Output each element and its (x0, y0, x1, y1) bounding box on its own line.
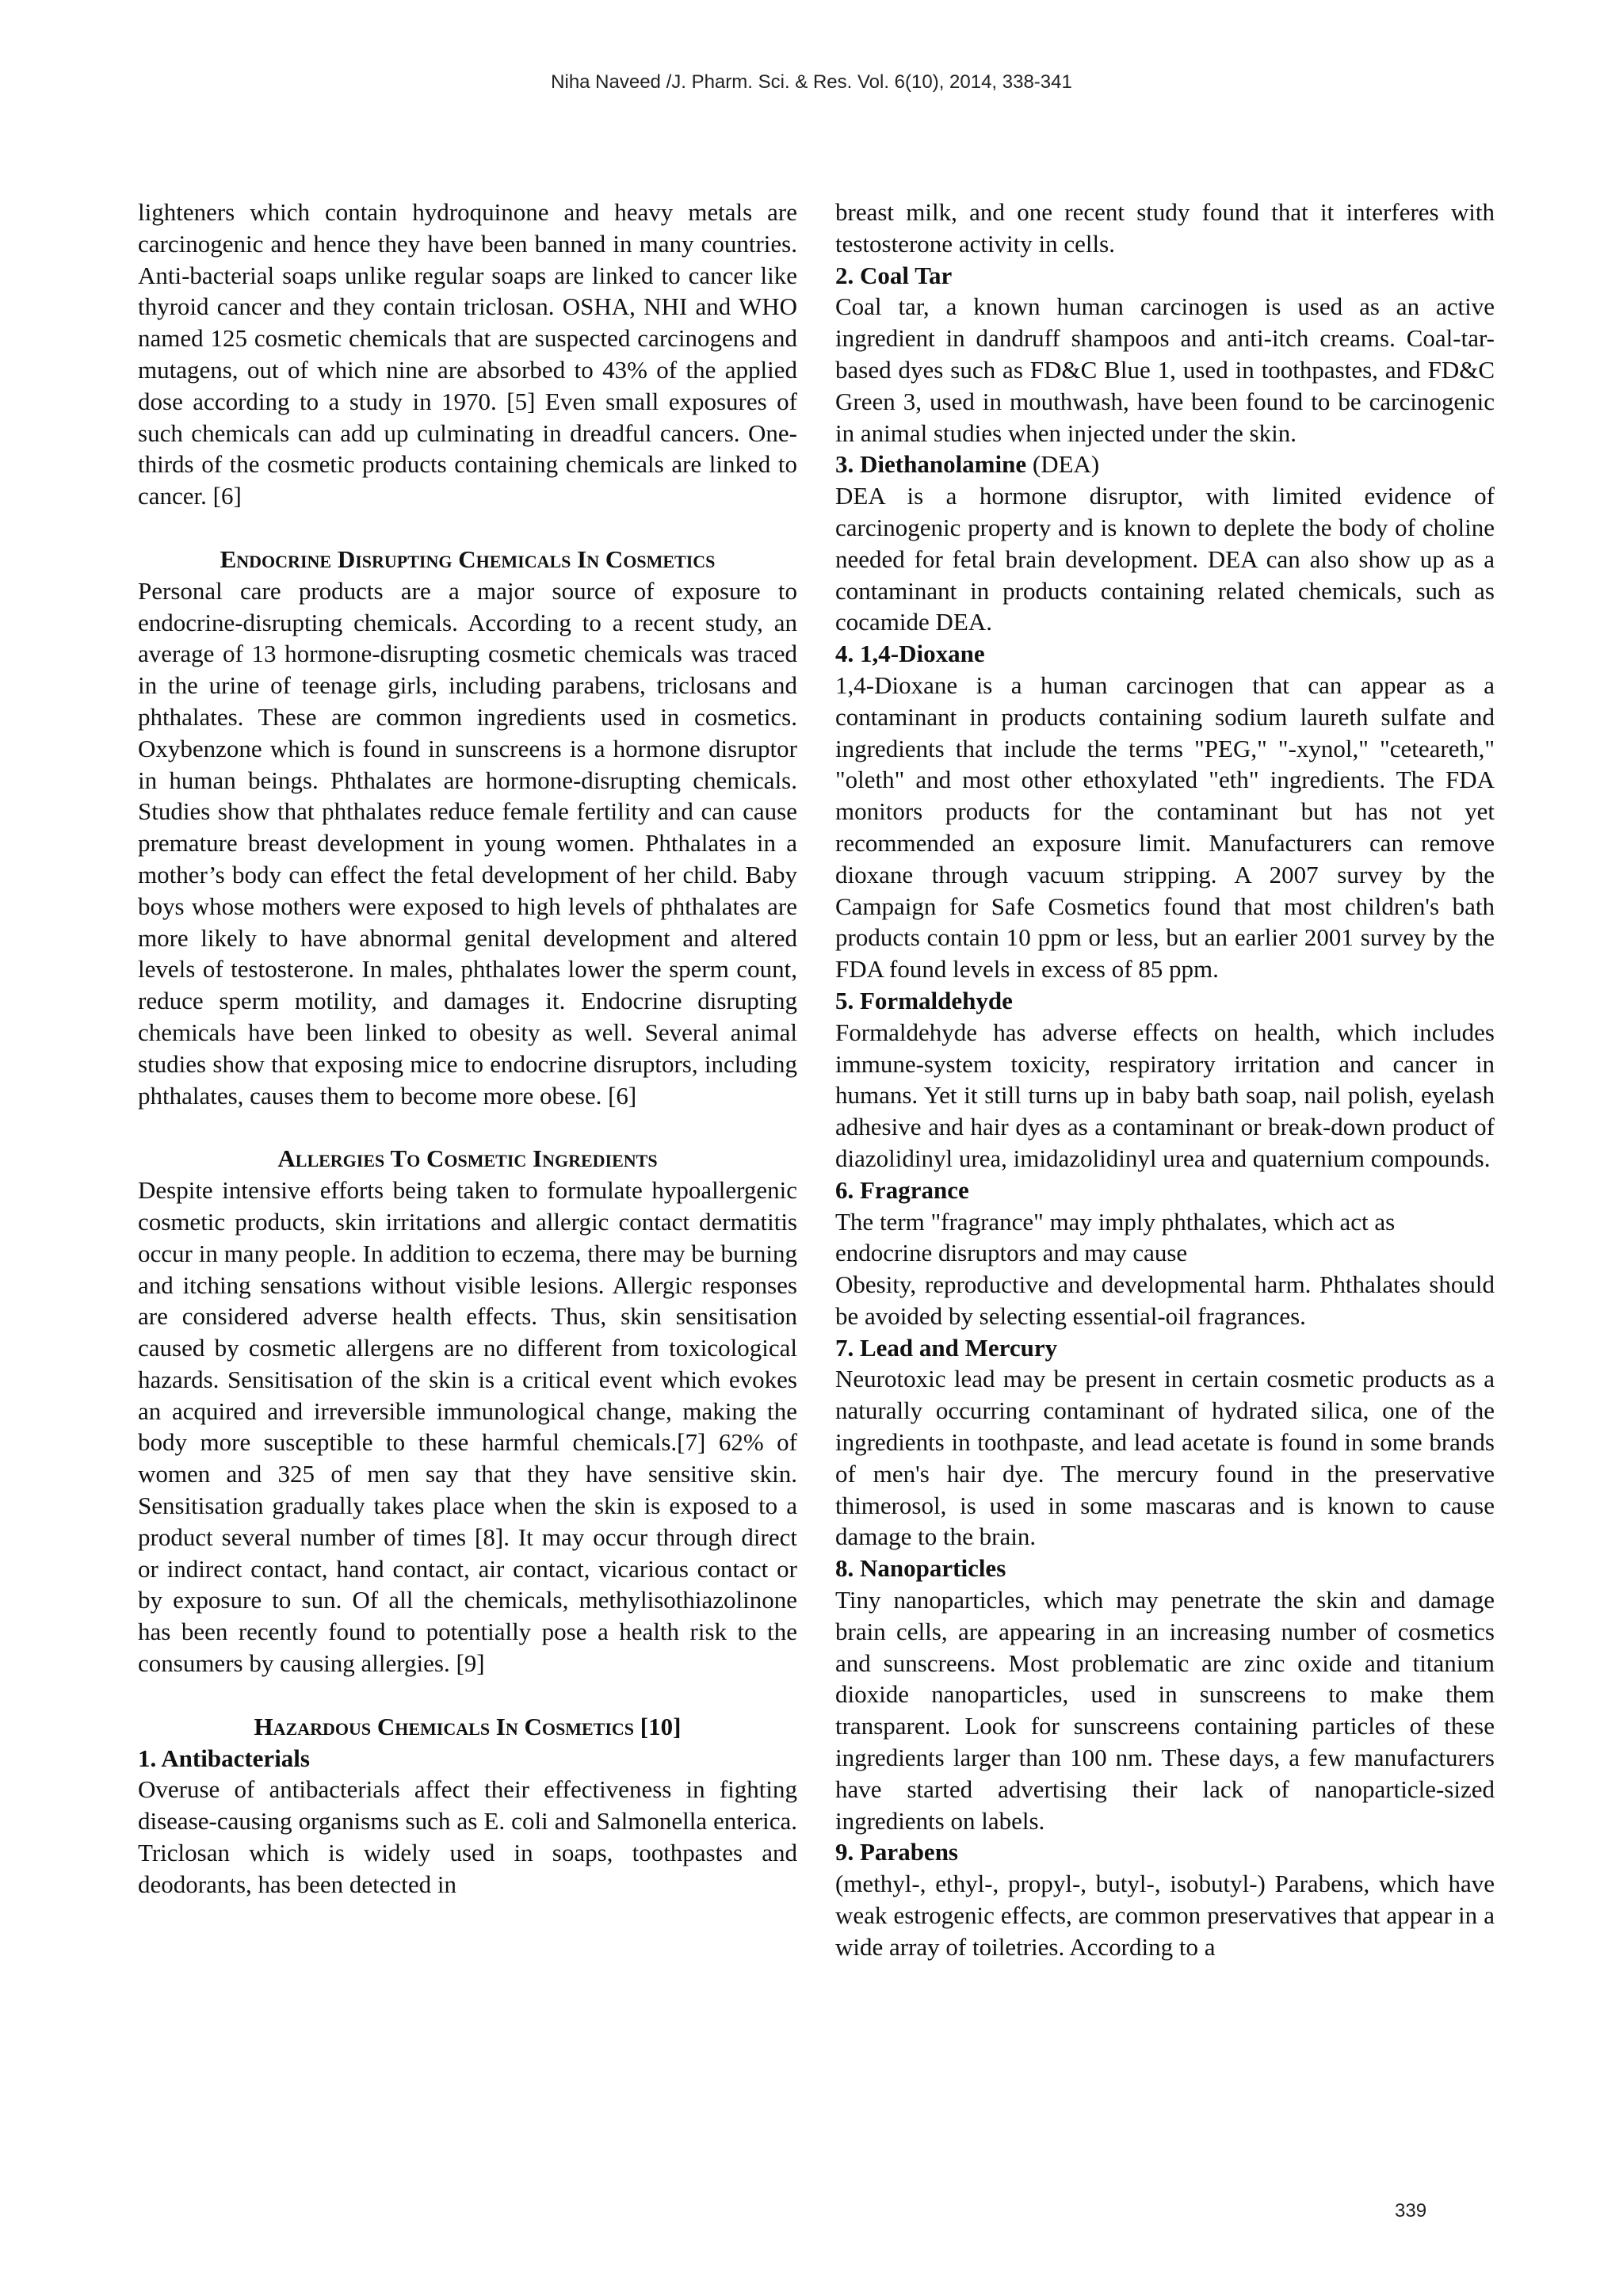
dea-heading: 3. Diethanolamine (835, 450, 1027, 479)
dea-heading-line (835, 449, 1495, 480)
formaldehyde-heading: 5. Formaldehyde (835, 986, 1013, 1014)
spacer (138, 1679, 797, 1711)
dea-paragraph: DEA is a hormone disruptor, with limited evidence of carcinogenic property and is known to deplete the body of choline needed for fetal brain development. DEA can also show up as a contaminant in products containing related chemicals, such as cocamide DEA. (835, 482, 1495, 636)
hazardous-heading: Hazardous Chemicals In Cosmetics [10] (254, 1712, 682, 1740)
coal-tar-paragraph: Coal tar, a known human carcinogen is used as an active ingredient in dandruff shampoos and anti-itch creams. Coal-tar-based dyes such as FD&C Blue 1, used in toothpastes, and FD&C Green 3, used in mouthwash, have been found to be carcinogenic in animal studies when injected under the skin. (835, 292, 1495, 447)
dioxane-paragraph: 1,4-Dioxane is a human carcinogen that can appear as a contaminant in products containing sodium laureth sulfate and ingredients that include the terms "PEG," "-xynol," "ceteareth," "oleth" and most other ethoxylated "eth" ingredients. The FDA monitors products for the contaminant but has not yet recommended an exposure limit. Manufacturers can remove dioxane through vacuum stripping. A 2007 survey by the Campaign for Safe Cosmetics found that most children's bath products contain 10 ppm or less, but an earlier 2001 survey by the FDA found levels in excess of 85 ppm. (835, 670, 1495, 984)
page-number: 339 (1395, 2200, 1427, 2222)
antibacterials-paragraph: Overuse of antibacterials affect their effectiveness in fighting disease-causing organisms such as E. coli and Salmonella enterica. Triclosan which is widely used in soaps, toothpastes and deodorants, has been detected in (138, 1775, 797, 1898)
left-column (138, 197, 797, 1901)
parabens-heading: 9. Parabens (835, 1838, 958, 1866)
spacer (138, 512, 797, 544)
continuation-paragraph: breast milk, and one recent study found that it interferes with testosterone activity in cells. (835, 198, 1495, 258)
coal-tar-heading: 2. Coal Tar (835, 261, 953, 289)
fragrance-heading: 6. Fragrance (835, 1175, 969, 1204)
formaldehyde-paragraph: Formaldehyde has adverse effects on health, which includes immune-system toxicity, respiratory irritation and cancer in humans. Yet it still turns up in baby bath soap, nail polish, eyelash adhesive and hair dyes as a contaminant or break-down product of diazolidinyl urea, imidazolidinyl urea and quaternium compounds. (835, 1018, 1495, 1172)
intro-paragraph: lighteners which contain hydroquinone and heavy metals are carcinogenic and hence they have been banned in many countries. Anti-bacterial soaps unlike regular soaps are linked to cancer like thyroid cancer and they contain triclosan. OSHA, NHI and WHO named 125 cosmetic chemicals that are suspected carcinogens and mutagens, out of which nine are absorbed to 43% of the applied dose according to a study in 1970. [5] Even small exposures of such chemicals can add up culminating in dreadful cancers. One-thirds of the cosmetic products containing chemicals are linked to cancer. [6] (138, 198, 797, 510)
nanoparticles-paragraph: Tiny nanoparticles, which may penetrate the skin and damage brain cells, are appearing in an increasing number of cosmetics and sunscreens. Most problematic are zinc oxide and titanium dioxide nanoparticles, used in sunscreens to make them transparent. Look for sunscreens containing particles of these ingredients larger than 100 nm. These days, a few manufacturers have started advertising their lack of nanoparticle-sized ingredients on labels. (835, 1586, 1495, 1835)
dea-abbrev: (DEA) (1026, 450, 1100, 479)
nanoparticles-heading: 8. Nanoparticles (835, 1554, 1006, 1583)
running-header: Niha Naveed /J. Pharm. Sci. & Res. Vol. 6(10), 2014, 338-341 (551, 71, 1072, 93)
endocrine-heading: Endocrine Disrupting Chemicals In Cosmetics (220, 544, 716, 573)
lead-mercury-heading: 7. Lead and Mercury (835, 1333, 1058, 1362)
fragrance-paragraph-2: Obesity, reproductive and developmental harm. Phthalates should be avoided by selecting essential-oil fragrances. (835, 1270, 1495, 1330)
lead-mercury-paragraph: Neurotoxic lead may be present in certain cosmetic products as a naturally occurring contaminant of hydrated silica, one of the ingredients in toothpaste, and lead acetate is found in some brands of men's hair dye. The mercury found in the preservative thimerosol, is used in some mascaras and is known to cause damage to the brain. (835, 1365, 1495, 1551)
dioxane-heading: 4. 1,4-Dioxane (835, 640, 985, 668)
right-column (835, 197, 1495, 1963)
fragrance-paragraph-1: The term "fragrance" may imply phthalates, which act as endocrine disruptors and may cause (835, 1207, 1396, 1267)
allergies-heading: Allergies To Cosmetic Ingredients (277, 1144, 658, 1173)
antibacterials-heading: 1. Antibacterials (138, 1744, 310, 1772)
endocrine-paragraph: Personal care products are a major source of exposure to endocrine-disrupting chemicals. According to a recent study, an average of 13 hormone-disrupting cosmetic chemicals was traced in the urine of teenage girls, including parabens, triclosans and phthalates. These are common ingredients used in cosmetics. Oxybenzone which is found in sunscreens is a hormone disruptor in human beings. Phthalates are hormone-disrupting chemicals. Studies show that phthalates reduce female fertility and can cause premature breast development in young women. Phthalates in a mother’s body can effect the fetal development of her child. Baby boys whose mothers were exposed to high levels of phthalates are more likely to have abnormal genital development and altered levels of testosterone. In males, phthalates lower the sperm count, reduce sperm motility, and damages it. Endocrine disrupting chemicals have been linked to obesity as well. Several animal studies show that exposing mice to endocrine disruptors, including phthalates, causes them to become more obese. [6] (138, 576, 797, 1110)
spacer (138, 1111, 797, 1143)
parabens-paragraph: (methyl-, ethyl-, propyl-, butyl-, isobutyl-) Parabens, which have weak estrogenic effects, are common preservatives that appear in a wide array of toiletries. According to a (835, 1870, 1495, 1961)
allergies-paragraph: Despite intensive efforts being taken to formulate hypoallergenic cosmetic products, skin irritations and allergic contact dermatitis occur in many people. In addition to eczema, there may be burning and itching sensations without visible lesions. Allergic responses are considered adverse health effects. Thus, skin sensitisation caused by cosmetic allergens are no different from toxicological hazards. Sensitisation of the skin is a critical event which evokes an acquired and irreversible immunological change, making the body more susceptible to these harmful chemicals.[7] 62% of women and 325 of men say that they have sensitive skin. Sensitisation gradually takes place when the skin is exposed to a product several number of times [8]. It may occur through direct or indirect contact, hand contact, air contact, vicarious contact or by exposure to sun. Of all the chemicals, methylisothiazolinone has been recently found to potentially pose a health risk to the consumers by causing allergies. [9] (138, 1176, 797, 1678)
